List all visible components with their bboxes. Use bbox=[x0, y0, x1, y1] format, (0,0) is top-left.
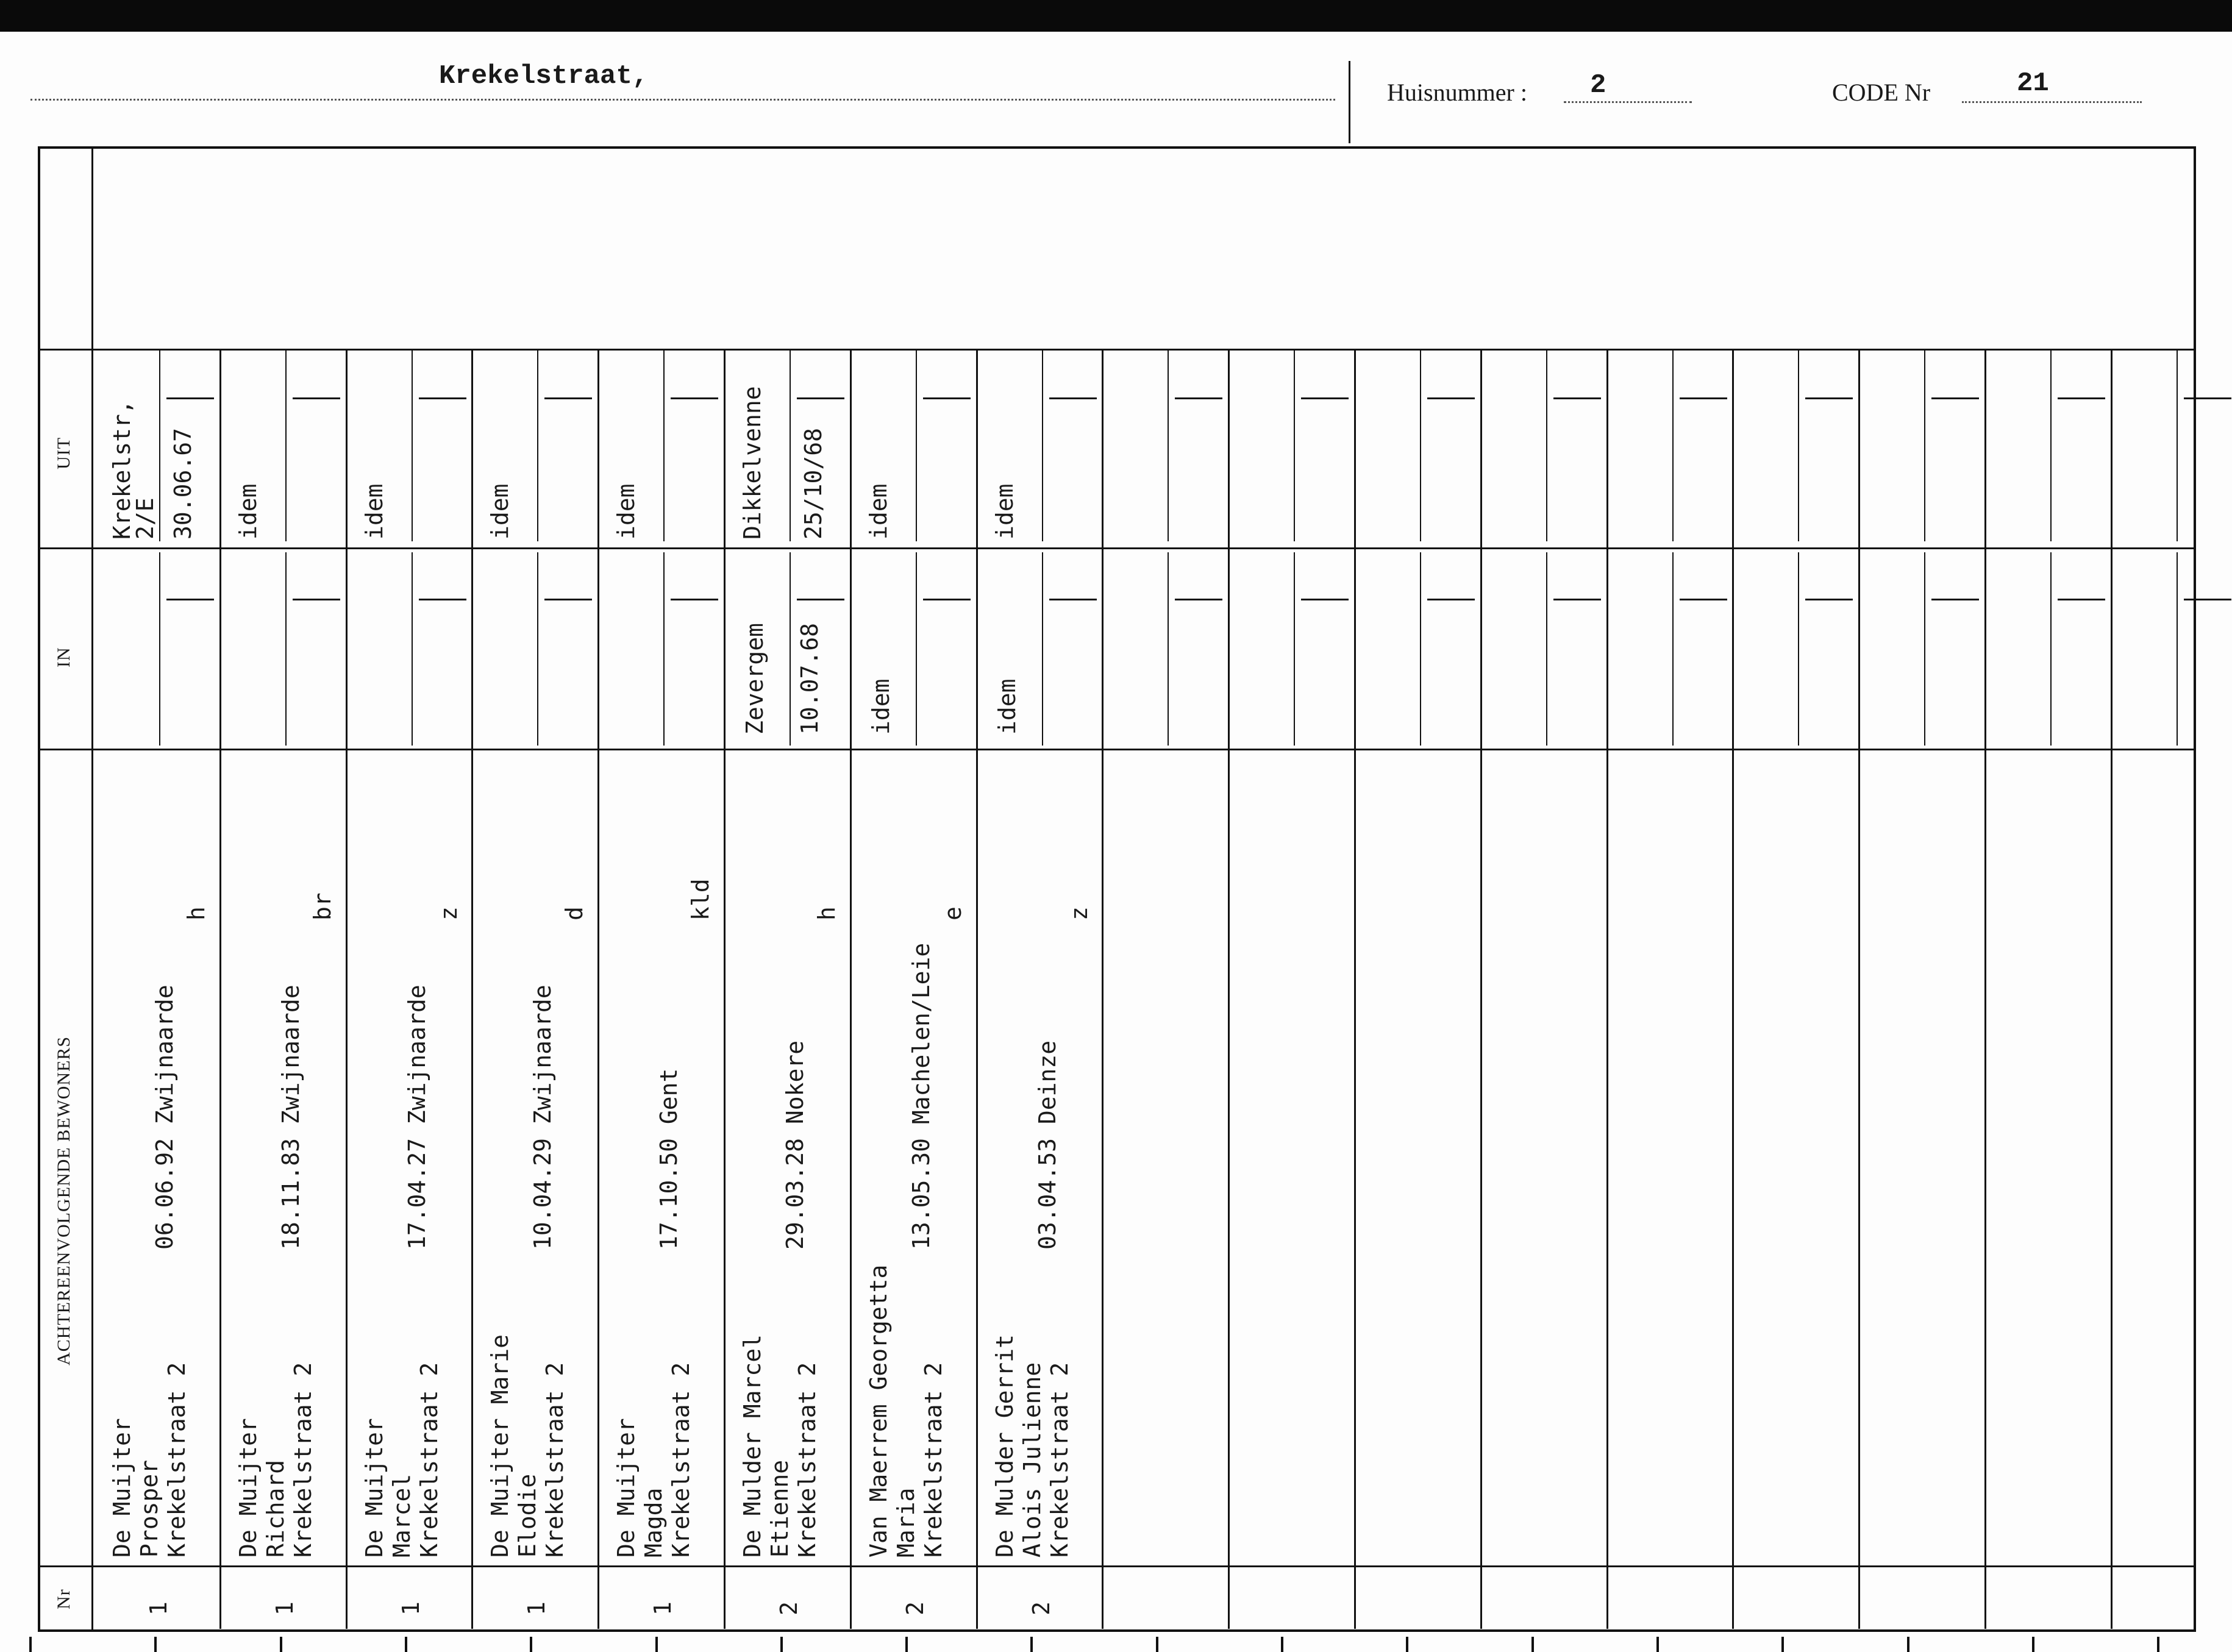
section-label-nr: Nr bbox=[54, 1589, 74, 1609]
resident-nr: 1 bbox=[523, 1601, 550, 1615]
uit-subdivider bbox=[1294, 351, 1295, 541]
residents-top-line bbox=[38, 749, 2196, 750]
in-dash bbox=[2058, 599, 2105, 600]
uit-dash bbox=[1301, 397, 1349, 399]
bottom-tick bbox=[1531, 1637, 1534, 1652]
section-label-uit: UIT bbox=[54, 437, 74, 469]
resident-name-line: De Muijter bbox=[235, 1418, 262, 1558]
house-number-dotted-line bbox=[1564, 101, 1692, 103]
resident-uit-place: idem bbox=[487, 483, 513, 539]
resident-name-line: Krekelstraat 2 bbox=[668, 1362, 694, 1558]
uit-dash bbox=[1931, 397, 1979, 399]
uit-dash bbox=[671, 397, 718, 399]
resident-nr: 2 bbox=[1028, 1601, 1055, 1615]
bottom-tick bbox=[905, 1637, 908, 1652]
uit-dash bbox=[923, 397, 971, 399]
in-dash bbox=[293, 599, 340, 600]
uit-subdivider bbox=[1798, 351, 1799, 541]
resident-birth: 06.06.92 Zwijnaarde bbox=[151, 984, 178, 1250]
bottom-tick bbox=[405, 1637, 407, 1652]
bottom-tick bbox=[2157, 1637, 2159, 1652]
resident-name-line: De Mulder Marcel bbox=[739, 1334, 766, 1558]
bottom-tick bbox=[530, 1637, 532, 1652]
bottom-tick bbox=[1406, 1637, 1408, 1652]
section-label-residents: ACHTEREENVOLGENDE BEWONERS bbox=[54, 1036, 74, 1365]
column-divider bbox=[597, 351, 599, 1629]
column-divider bbox=[1984, 351, 1986, 1629]
resident-name-line: De Muijter bbox=[613, 1418, 640, 1558]
resident-name-line: Krekelstraat 2 bbox=[794, 1362, 821, 1558]
resident-birth: 18.11.83 Zwijnaarde bbox=[277, 984, 304, 1250]
uit-dash bbox=[166, 397, 214, 399]
resident-relation: z bbox=[1066, 906, 1093, 920]
uit-subdivider bbox=[790, 351, 791, 541]
top-black-border bbox=[0, 0, 2232, 32]
in-top-line bbox=[38, 547, 2196, 549]
column-divider bbox=[1102, 351, 1104, 1629]
in-subdivider bbox=[1294, 552, 1295, 746]
resident-name-line: De Mulder Gerrit bbox=[991, 1334, 1018, 1558]
resident-uit-place: idem bbox=[991, 483, 1018, 539]
resident-birth: 17.10.50 Gent bbox=[655, 1068, 682, 1250]
resident-nr: 2 bbox=[902, 1601, 929, 1615]
uit-dash bbox=[1805, 397, 1853, 399]
resident-uit-date: 25/10/68 bbox=[800, 427, 827, 539]
resident-uit-place: idem bbox=[361, 483, 388, 539]
resident-name-line: De Muijter Marie bbox=[487, 1334, 513, 1558]
in-subdivider bbox=[159, 552, 160, 746]
resident-uit-place: idem bbox=[613, 483, 640, 539]
label-column-divider bbox=[91, 146, 93, 1632]
uit-subdivider bbox=[916, 351, 917, 541]
uit-dash bbox=[1175, 397, 1222, 399]
uit-subdivider bbox=[1168, 351, 1169, 541]
bottom-tick bbox=[154, 1637, 157, 1652]
uit-dash bbox=[1427, 397, 1475, 399]
register-table bbox=[38, 146, 2196, 1632]
house-number-label: Huisnummer : bbox=[1387, 79, 1527, 106]
uit-dash bbox=[1553, 397, 1601, 399]
bottom-tick bbox=[780, 1637, 783, 1652]
house-number-value: 2 bbox=[1590, 70, 1606, 101]
in-dash bbox=[2184, 599, 2231, 600]
street-dotted-line bbox=[30, 99, 1335, 101]
uit-subdivider bbox=[1546, 351, 1547, 541]
in-subdivider bbox=[1924, 552, 1925, 746]
resident-name-line: Krekelstraat 2 bbox=[290, 1362, 316, 1558]
in-dash bbox=[544, 599, 592, 600]
resident-name-line: De Muijter bbox=[109, 1418, 135, 1558]
in-subdivider bbox=[1798, 552, 1799, 746]
uit-dash bbox=[1049, 397, 1097, 399]
uit-subdivider bbox=[1924, 351, 1925, 541]
column-divider bbox=[1732, 351, 1734, 1629]
resident-name-line: Elodie bbox=[514, 1473, 541, 1558]
resident-in-date: 10.07.68 bbox=[796, 622, 823, 735]
uit-top-line bbox=[38, 349, 2196, 351]
code-label: CODE Nr bbox=[1832, 79, 1931, 106]
resident-name-line: Maria bbox=[893, 1487, 919, 1558]
resident-birth: 17.04.27 Zwijnaarde bbox=[404, 984, 430, 1250]
column-divider bbox=[1228, 351, 1230, 1629]
in-subdivider bbox=[537, 552, 538, 746]
bottom-tick bbox=[1781, 1637, 1784, 1652]
resident-name-line: Krekelstraat 2 bbox=[416, 1362, 443, 1558]
resident-nr: 1 bbox=[145, 1601, 172, 1615]
resident-relation: e bbox=[940, 906, 966, 920]
in-dash bbox=[1427, 599, 1475, 600]
in-dash bbox=[797, 599, 844, 600]
in-dash bbox=[1301, 599, 1349, 600]
uit-subdivider bbox=[1420, 351, 1421, 541]
resident-in-place: idem bbox=[994, 678, 1021, 735]
uit-dash bbox=[797, 397, 844, 399]
uit-dash bbox=[2058, 397, 2105, 399]
resident-relation: h bbox=[813, 906, 840, 920]
in-dash bbox=[1553, 599, 1601, 600]
column-divider bbox=[1606, 351, 1608, 1629]
uit-subdivider bbox=[2177, 351, 2178, 541]
bottom-tick bbox=[29, 1637, 32, 1652]
resident-name-line: Prosper bbox=[136, 1459, 163, 1558]
column-divider bbox=[346, 351, 348, 1629]
resident-birth: 03.04.53 Deinze bbox=[1034, 1040, 1061, 1250]
resident-name-line: Krekelstraat 2 bbox=[541, 1362, 568, 1558]
resident-relation: br bbox=[309, 892, 336, 920]
resident-name-line: Etienne bbox=[766, 1459, 793, 1558]
in-subdivider bbox=[1546, 552, 1547, 746]
in-subdivider bbox=[663, 552, 665, 746]
bottom-tick bbox=[1907, 1637, 1909, 1652]
in-dash bbox=[671, 599, 718, 600]
code-dotted-line bbox=[1962, 101, 2142, 103]
in-subdivider bbox=[412, 552, 413, 746]
in-subdivider bbox=[1168, 552, 1169, 746]
column-divider bbox=[850, 351, 852, 1629]
uit-dash bbox=[419, 397, 466, 399]
in-subdivider bbox=[790, 552, 791, 746]
in-dash bbox=[419, 599, 466, 600]
resident-name-line: Van Maerrem Georgetta bbox=[865, 1264, 892, 1558]
resident-name-line: Marcel bbox=[388, 1473, 415, 1558]
uit-subdivider bbox=[663, 351, 665, 541]
section-label-in: IN bbox=[54, 647, 74, 668]
bottom-tick bbox=[2032, 1637, 2034, 1652]
bottom-tick bbox=[1156, 1637, 1158, 1652]
resident-name-line: Krekelstraat 2 bbox=[163, 1362, 190, 1558]
uit-subdivider bbox=[2050, 351, 2052, 541]
column-divider bbox=[219, 351, 221, 1629]
resident-name-line: Krekelstraat 2 bbox=[920, 1362, 947, 1558]
resident-birth: 13.05.30 Machelen/Leie bbox=[908, 942, 935, 1250]
bottom-tick bbox=[1281, 1637, 1283, 1652]
resident-uit-place: Krekelstr, 2/E bbox=[109, 400, 159, 539]
street-name: Krekelstraat, bbox=[439, 61, 649, 91]
column-divider bbox=[724, 351, 726, 1629]
uit-subdivider bbox=[537, 351, 538, 541]
resident-uit-place: idem bbox=[235, 483, 262, 539]
resident-nr: 2 bbox=[775, 1601, 802, 1615]
uit-dash bbox=[544, 397, 592, 399]
resident-uit-place: Dikkelvenne bbox=[739, 386, 766, 539]
resident-in-place: Zevergem bbox=[741, 622, 768, 735]
in-subdivider bbox=[2177, 552, 2178, 746]
uit-subdivider bbox=[1042, 351, 1043, 541]
uit-dash bbox=[293, 397, 340, 399]
resident-in-place: idem bbox=[868, 678, 894, 735]
in-dash bbox=[923, 599, 971, 600]
in-dash bbox=[1931, 599, 1979, 600]
resident-nr: 1 bbox=[271, 1601, 298, 1615]
in-subdivider bbox=[2050, 552, 2052, 746]
nr-top-line bbox=[38, 1565, 2196, 1567]
resident-birth: 29.03.28 Nokere bbox=[782, 1040, 808, 1250]
uit-dash bbox=[2184, 397, 2231, 399]
resident-relation: d bbox=[561, 906, 588, 920]
resident-relation: h bbox=[183, 906, 210, 920]
in-subdivider bbox=[1420, 552, 1421, 746]
in-dash bbox=[1805, 599, 1853, 600]
resident-name-line: Alois Julienne bbox=[1019, 1362, 1046, 1558]
resident-birth: 10.04.29 Zwijnaarde bbox=[529, 984, 556, 1250]
resident-name-line: De Muijter bbox=[361, 1418, 388, 1558]
in-dash bbox=[166, 599, 214, 600]
resident-relation: kld bbox=[687, 878, 714, 920]
column-divider bbox=[1480, 351, 1482, 1629]
in-subdivider bbox=[1672, 552, 1674, 746]
in-subdivider bbox=[285, 552, 287, 746]
resident-name-line: Krekelstraat 2 bbox=[1046, 1362, 1073, 1558]
in-dash bbox=[1680, 599, 1727, 600]
bottom-tick bbox=[1656, 1637, 1659, 1652]
resident-relation: z bbox=[435, 906, 462, 920]
resident-uit-date: 30.06.67 bbox=[169, 427, 196, 539]
resident-nr: 1 bbox=[398, 1601, 424, 1615]
header-divider bbox=[1349, 61, 1350, 143]
resident-nr: 1 bbox=[649, 1601, 676, 1615]
column-divider bbox=[976, 351, 978, 1629]
bottom-tick bbox=[655, 1637, 658, 1652]
resident-uit-place: idem bbox=[865, 483, 892, 539]
code-value: 21 bbox=[2017, 68, 2049, 99]
column-divider bbox=[1858, 351, 1860, 1629]
uit-subdivider bbox=[285, 351, 287, 541]
bottom-tick bbox=[280, 1637, 282, 1652]
in-dash bbox=[1175, 599, 1222, 600]
uit-dash bbox=[1680, 397, 1727, 399]
bottom-tick bbox=[1030, 1637, 1033, 1652]
column-divider bbox=[1354, 351, 1356, 1629]
resident-name-line: Richard bbox=[262, 1459, 289, 1558]
in-dash bbox=[1049, 599, 1097, 600]
column-divider bbox=[2111, 351, 2113, 1629]
in-subdivider bbox=[1042, 552, 1043, 746]
in-subdivider bbox=[916, 552, 917, 746]
uit-subdivider bbox=[159, 351, 160, 541]
column-divider bbox=[471, 351, 473, 1629]
uit-subdivider bbox=[412, 351, 413, 541]
uit-subdivider bbox=[1672, 351, 1674, 541]
resident-name-line: Magda bbox=[640, 1487, 667, 1558]
